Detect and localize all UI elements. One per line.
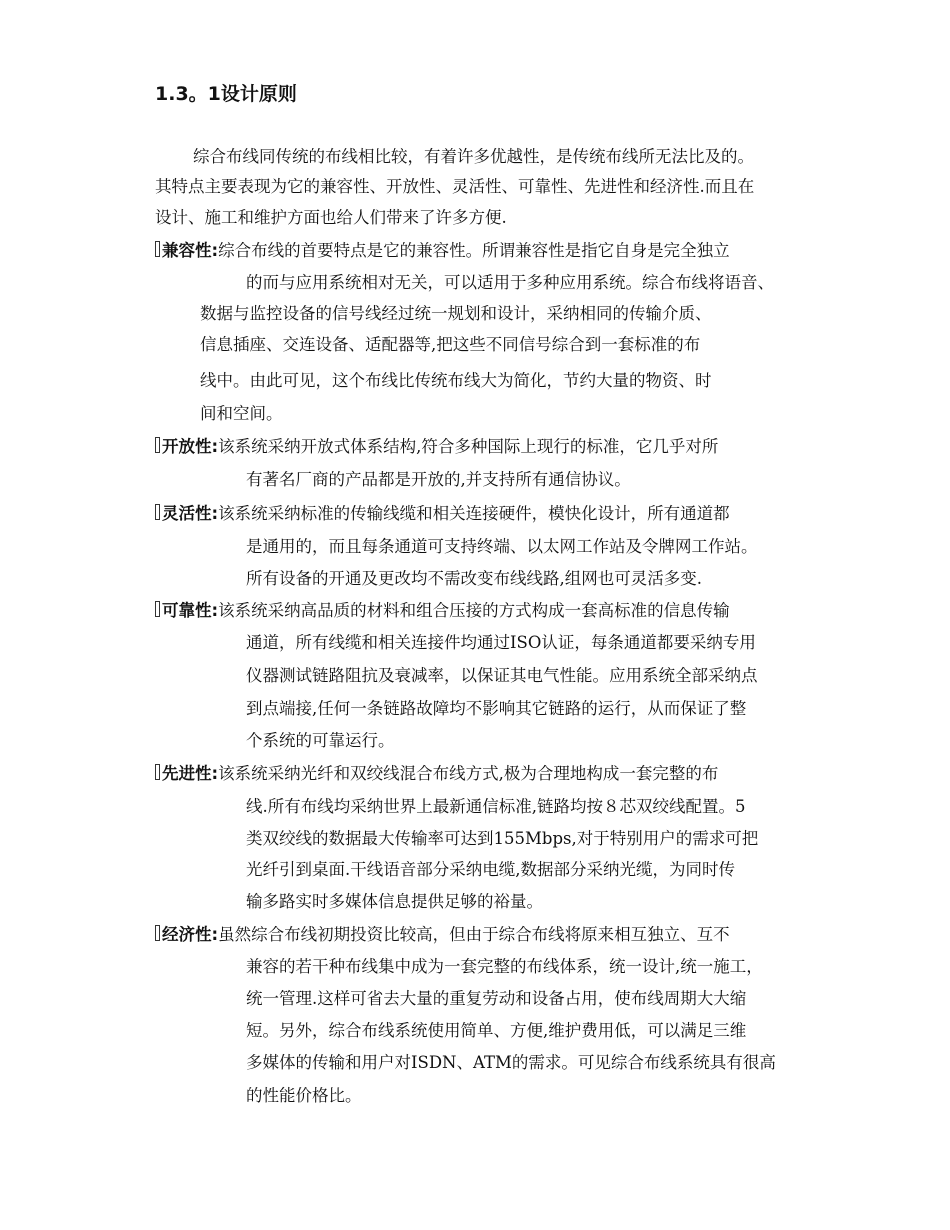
section-label: 灵活性: bbox=[162, 504, 219, 523]
section-text: 综合布线的首要特点是它的兼容性。所谓兼容性是指它自身是完全独立 bbox=[218, 241, 730, 260]
section-line: 的而与应用系统相对无关，可以适用于多种应用系统。综合布线将语音、 bbox=[246, 273, 774, 292]
section-economy-first-line bbox=[155, 923, 730, 947]
bullet-icon bbox=[155, 925, 160, 941]
section-text: 该系统采纳标准的传输线缆和相关连接硬件，模快化设计，所有通道都 bbox=[218, 504, 730, 523]
section-line: 是通用的，而且每条通道可支持终端、以太网工作站及令牌网工作站。 bbox=[246, 537, 758, 556]
section-line: 类双绞线的数据最大传输率可达到155Mbps,对于特别用户的需求可把 bbox=[246, 829, 759, 848]
section-openness-first-line bbox=[155, 435, 718, 459]
intro-line: 其特点主要表现为它的兼容性、开放性、灵活性、可靠性、先进性和经济性.而且在 bbox=[155, 177, 755, 196]
section-line: 通道，所有线缆和相关连接件均通过ISO认证，每条通道都要采纳专用 bbox=[246, 633, 756, 652]
intro-line: 设计、施工和维护方面也给人们带来了许多方便. bbox=[155, 208, 507, 227]
section-heading: 1.3。1设计原则 bbox=[155, 83, 297, 105]
section-label: 经济性: bbox=[162, 925, 219, 944]
section-text: 该系统采纳光纤和双绞线混合布线方式,极为合理地构成一套完整的布 bbox=[218, 764, 719, 783]
section-reliability-first-line bbox=[155, 599, 730, 623]
section-label: 先进性: bbox=[162, 764, 219, 783]
section-line: 光纤引到桌面.干线语音部分采纳电缆,数据部分采纳光缆，为同时传 bbox=[246, 860, 735, 879]
section-line: 个系统的可靠运行。 bbox=[246, 731, 395, 750]
section-line: 到点端接,任何一条链路故障均不影响其它链路的运行，从而保证了整 bbox=[246, 699, 747, 718]
bullet-icon bbox=[155, 601, 160, 617]
section-line: 间和空间。 bbox=[200, 404, 283, 423]
section-line: 线.所有布线均采纳世界上最新通信标准,链路均按８芯双绞线配置。5 bbox=[246, 797, 746, 816]
section-text: 该系统采纳开放式体系结构,符合多种国际上现行的标准，它几乎对所 bbox=[218, 437, 719, 456]
section-text: 虽然综合布线初期投资比较高，但由于综合布线将原来相互独立、互不 bbox=[218, 925, 730, 944]
bullet-icon bbox=[155, 241, 160, 257]
section-line: 兼容的若干种布线集中成为一套完整的布线体系，统一设计,统一施工， bbox=[246, 957, 763, 976]
section-line: 统一管理.这样可省去大量的重复劳动和设备占用，使布线周期大大缩 bbox=[246, 989, 747, 1008]
section-line: 信息插座、交连设备、适配器等,把这些不同信号综合到一套标准的布 bbox=[200, 335, 701, 354]
section-label: 开放性: bbox=[162, 437, 219, 456]
section-flexibility-first-line bbox=[155, 502, 730, 526]
section-label: 兼容性: bbox=[162, 241, 219, 260]
section-line: 线中。由此可见，这个布线比传统布线大为简化，节约大量的物资、时 bbox=[200, 371, 712, 390]
section-compatibility-first-line bbox=[155, 239, 730, 263]
bullet-icon bbox=[155, 437, 160, 453]
intro-line: 综合布线同传统的布线相比较，有着许多优越性，是传统布线所无法比及的。 bbox=[193, 147, 754, 166]
section-line: 多媒体的传输和用户对ISDN、ATM的需求。可见综合布线系统具有很高 bbox=[246, 1053, 776, 1072]
section-line: 所有设备的开通及更改均不需改变布线线路,组网也可灵活多变. bbox=[246, 569, 702, 588]
section-advancement-first-line bbox=[155, 762, 718, 786]
section-text: 该系统采纳高品质的材料和组合压接的方式构成一套高标准的信息传输 bbox=[218, 601, 730, 620]
section-line: 数据与监控设备的信号线经过统一规划和设计，采纳相同的传输介质、 bbox=[200, 304, 712, 323]
section-line: 的性能价格比。 bbox=[246, 1086, 362, 1105]
bullet-icon bbox=[155, 504, 160, 520]
section-line: 短。另外，综合布线系统使用简单、方便,维护费用低，可以满足三维 bbox=[246, 1021, 747, 1040]
section-label: 可靠性: bbox=[162, 601, 219, 620]
bullet-icon bbox=[155, 764, 160, 780]
section-line: 输多路实时多媒体信息提供足够的裕量。 bbox=[246, 892, 543, 911]
section-line: 仪器测试链路阻抗及衰减率，以保证其电气性能。应用系统全部采纳点 bbox=[246, 666, 758, 685]
section-line: 有著名厂商的产品都是开放的,并支持所有通信协议。 bbox=[246, 470, 631, 489]
